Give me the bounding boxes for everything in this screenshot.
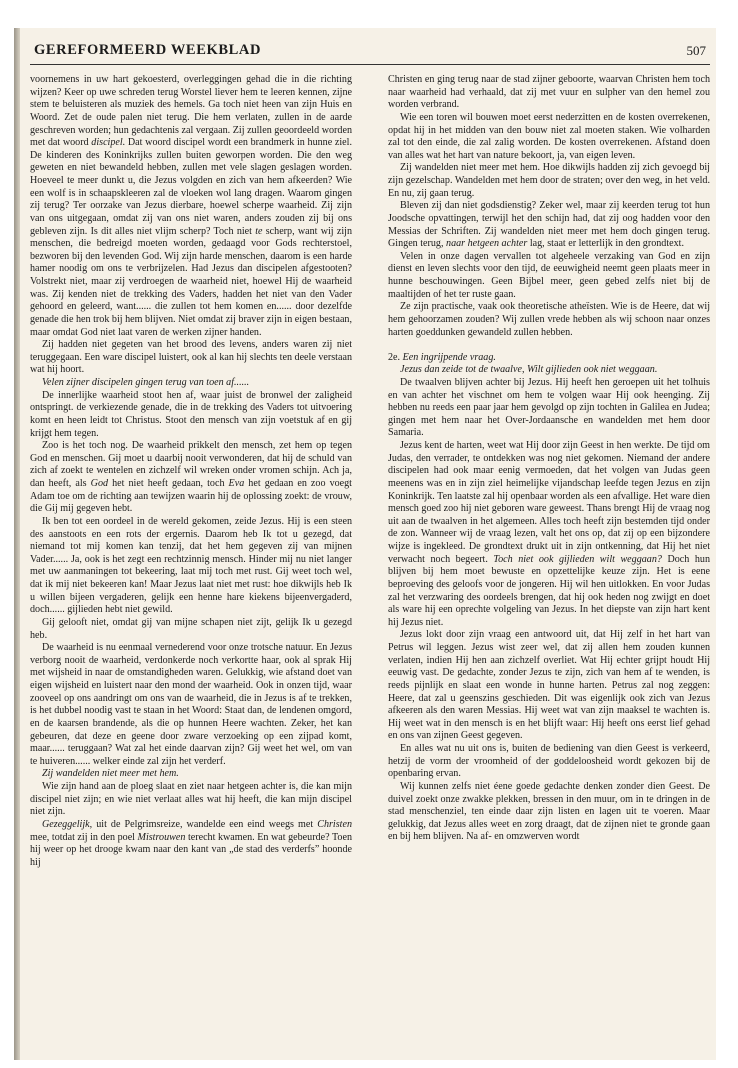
paragraph: Jezus lokt door zijn vraag een antwoord uit, dat Hij zelf in het hart van Petrus wil leggen. Jezus wist zeer wel, dat zij allen hem zouden kunnen verlaten, indien Hij hen aan zichzelf overliet. Wat Hij echter grijpt houdt Hij eeuwig vast. De gedachte, zonder Jezus te zijn, zich van hem af te wenden, is reeds pijnlijk en slaat een wonde in hunne harten. Petrus zal nog zeggen: Heere, dat zal u geenszins geschieden. Dit was eigenlijk ook zich van Jezus afkeeren als den waren Messias. Hij weet wat van zijn maaksel te wachten is. Hij weet wat in den mensch is en het blijft waar: Hij heeft ons eerst lief gehad en ons van zijnen Geest gegeven. [388, 629, 710, 742]
paragraph: Christen en ging terug naar de stad zijner geboorte, waarvan Christen hem toch naar waarheid had verhaald, dat zij met vuur en sulpher van den hemel zou worden verbrand. [388, 74, 710, 111]
paragraph: voornemens in uw hart gekoesterd, overleggingen gehad die in die richting wijzen? Keer op uwe schreden terug Worstel liever hem te leeren kennen, zijne stem te beluisteren als muziek des hemels. Ga toch niet heen van zijn Huis en Woord. Zet de oude palen niet terug. Die hem verlaten, zullen in de aarde geschreven worden; hun gedachtenis zal vergaan. Zij zullen geoordeeld worden met dat woord discipel. Dat woord discipel wordt een brandmerk in hunne ziel. De kinderen des Koninkrijks zullen buiten geworpen worden. Die den weg geweten en niet bewandeld hebben, zullen met vele slagen geslagen worden. Hoeveel te meer dunkt u, die Jezus volgden en zich van hem afkeerden? Wie een wolf is in schaapskleeren zal de vloeken wol lang dragen. Waarom gingen zij terug? Ter oorzake van Jezus dierbare, hoewel scherpe waarheid. Zij zijn van ons uitgegaan, omdat zij van ons niet waren, anders zouden zij bij ons gebleven zijn. Is dit alles niet vlijm scherp? Toch niet te scherp, want wij zijn menschen, die bedreigd moeten worden, gedaagd voor Gods rechterstoel, bezworen bij den levenden God. Wij zijn harde menschen, daarom is een harde hamer noodig om ons te verbrijzelen. Had Jezus dan discipelen afgestooten? Volstrekt niet, maar zij verdroegen de waarheid niet, hoewel Hij de waarheid was. Zij kenden niet de trekking des Vaders, hadden het niet van den Vader gehoord en geleerd, want...... die zullen tot hem komen en...... door dezelfde genade die hen trok bij hem blijven. Niet omdat zij braver zijn in eigen bestaan, maar omdat God niet laat varen de werken zijner handen. [30, 74, 352, 338]
paragraph: Zij hadden niet gegeten van het brood des levens, anders waren zij niet teruggegaan. Een ware discipel luistert, ook al kan hij slechts ten deele verstaan wat hij hoort. [30, 339, 352, 376]
paragraph: Zij wandelden niet meer met hem. Hoe dikwijls hadden zij zich gevoegd bij zijn gezelschap. Wandelden met hem door de straten; over den weg, in het veld. En nu, zij gaan terug. [388, 162, 710, 199]
paragraph-italic: Velen zijner discipelen gingen terug van toen af...... [42, 377, 250, 388]
paragraph: Wij kunnen zelfs niet éene goede gedachte denken zonder dien Geest. De duivel zoekt onze zwakke plekken, bressen in den muur, om in te dringen in de stad menschenziel, ten einde daar zijn listen en lagen uit te voeren. Maar gelukkig, dat Jezus alles weet en zorg draagt, dat de zijnen niet te gronde gaan en bij hem blijven. Na af- en omzwerven wordt [388, 780, 710, 843]
paragraph: Gij gelooft niet, omdat gij van mijne schapen niet zijt, gelijk Ik u gezegd heb. [30, 616, 352, 641]
section-heading: 2e. Een ingrijpende vraag. [388, 351, 496, 363]
paragraph: De twaalven blijven achter bij Jezus. Hij heeft hen geroepen uit het tolhuis en van achter het vischnet om hem te volgen waar Hij ook heenging. Zij hebben nu reeds een paar jaar hem gevolgd op zijn tochten in Galilea en Judea; gingen met hem naar het Over-Jordaansche en wandelden met hem door Samaria. [388, 376, 710, 439]
scripture-quote: Jezus dan zeide tot de twaalve, Wilt gijlieden ook niet weggaan. [400, 364, 658, 376]
paragraph: Ik ben tot een oordeel in de wereld gekomen, zeide Jezus. Hij is een steen des aanstoots en een rots der ergernis. Daarom heb Ik tot u gezegd, dat niemand tot mij komen kan tenzij, dat het hem gegeven zij van mijnen Vader...... Ja, ook is het zegt een rechtzinnig mensch. Hinder mij nu niet langer met uw aanmaningen tot bekeering, laat mij toch met rust. Gij weet toch wel, dat ik mij niet bekeeren kan! Maar Jezus laat niet met rust: hoe dikwijls heb Ik u willen bijeen vergaderen, gelijk een henne hare kiekens bijeenvergaderd, doch...... gijlieden hebt niet gewild. [30, 515, 352, 616]
paragraph: Velen in onze dagen vervallen tot algeheele verzaking van God en zijn dienst en leven slechts voor den tijd, de eeuwigheid neemt geen plaats meer in hunne beschouwingen. Geen Bijbel meer, geen gebed zelfs niet bij de maaltijden of het ter ruste gaan. [388, 250, 710, 300]
paragraph: Zoo is het toch nog. De waarheid prikkelt den mensch, zet hem op tegen God en menschen. Gij moet u daarbij nooit verwonderen, dat hij de schuld van zich af zoekt te wentelen en zichzelf wil wreken onder vromen schijn. Ach ja, dan heeft, als God het niet heeft gedaan, toch Eva het gedaan en zoo voegt Adam toe om de richting aan tewijzen waarin hij de oplossing zoekt: de vrouw, die Gij mij gegeven hebt. [30, 440, 352, 515]
paragraph: En alles wat nu uit ons is, buiten de bediening van dien Geest is verkeerd, hetzij de vorm der vroomheid of der goddeloosheid wordt gekozen bij de openbaring ervan. [388, 743, 710, 780]
paragraph: Wie zijn hand aan de ploeg slaat en ziet naar hetgeen achter is, die kan mijn discipel niet zijn; en wie niet verlaat alles wat hij heeft, die kan mijn discipel niet zijn. [30, 781, 352, 818]
paragraph: Bleven zij dan niet godsdienstig? Zeker wel, maar zij keerden terug tot hun Joodsche opvattingen, terwijl het den schijn had, dat zij oog hadden voor den Messias der Schriften. Zij wandelden niet meer met hem doch gingen terug. Gingen terug, naar hetgeen achter lag, staat er letterlijk in den grondtext. [388, 200, 710, 250]
right-column [388, 74, 710, 1054]
paragraph: Ze zijn practische, vaak ook theoretische atheïsten. Wie is de Heere, dat wij hem gehoorzamen zouden? Wij zullen vrede hebben als wij schoon naar onzes harten goeddunken gewandeld zullen hebben. [388, 301, 710, 338]
paragraph-italic: Zij wandelden niet meer met hem. [42, 768, 179, 780]
binding-edge [14, 28, 20, 1060]
left-column [30, 74, 352, 1054]
paragraph: De waarheid is nu eenmaal vernederend voor onze trotsche natuur. En Jezus verborg nooit de waarheid, verdonkerde noch verkortte haar, ook al sprak Hij met wijsheid in naar de omstandigheden waren. Gelukkig, wie afstand doet van eigen wijsheid en luistert naar den mond der waarheid. Ook in onzen tijd, waar zooveel op ons aandringt om ons van de waarheid, die in Jezus is af te trekken, is het dubbel noodig vast te staan in het Woord: Staat dan, de lendenen omgord, en de kaarsen brandende, als die op hunnen Heere wachten. Zeker, het kan gebeuren, dat deze en geene door zware verzoeking op een zijpad komt, maar...... teruggaan? Wat zal het einde daarvan zijn? Gij weet het wel, om van te huiveren...... welker einde zal zijn het verderf. [30, 642, 352, 767]
paragraph: Wie een toren wil bouwen moet eerst nederzitten en de kosten overrekenen, opdat hij in het midden van den bouw niet zal moeten staken. Wie volharden zal tot den einde, die zal zalig worden. De kosten overrekenen. Afstand doen van alles wat het hart van nature bekoort, ja, van eigen leven. [388, 111, 710, 161]
publication-title: GEREFORMEERD WEEKBLAD [34, 42, 262, 58]
paragraph: Gezeggelijk, uit de Pelgrimsreize, wandelde een eind weegs met Christen mee, totdat zij in den poel Mistrouwen terecht kwamen. En wat gebeurde? Toen hij weer op het drooge kwam naar den kant van „de stad des verderfs” hoonde hij [30, 818, 352, 868]
paragraph: Jezus kent de harten, weet wat Hij door zijn Geest in hen werkte. De tijd om Judas, den verrader, te ontdekken was nog niet gekomen. Niemand der andere discipelen had ook maar eenig vermoeden, dat het volgen van Judas geen meenens was en in zijn ziel heimelijke vijandschap leefde tegen Jezus en zijn Koninkrijk. Ten laatste zal hij openbaar worden als een afvallige. Het ware dien mensch goed zoo hij niet geboren ware geweest. Thans brengt Hij de vraag nog uit aan de twaalven in het algemeen. Alles toch heeft zijn bestemden tijd onder de zon. Wanneer wij de vraag lezen, valt het ons op, dat zij op een bijzondere wijze is ingekleed. De grondtext drukt uit in zijn ontkenning, dat Hij het niet verwacht noch begeert. Toch niet ook gijlieden wilt weggaan? Doch hun blijven bij hem moet bewuste en opzettelijke keuze zijn. Het is eene beproeving des geloofs voor de jongeren. Hij wil hen uitlokken. En voor Judas zal het verzwaring des oordeels brengen, dat hij ook heden nog zwijgt en doet als ware hij een oprechte volgeling van Jezus. In het diepste van zijn hart kent hij Jezus niet. [388, 440, 710, 628]
paragraph: De innerlijke waarheid stoot hen af, waar juist de bronwel der zaligheid ontspringt. de verkiezende genade, die in de trekking des Vaders tot uitvoering komt en heen leidt tot Christus. Stoot den mensch van zijn voetstuk af en gij krijgt hem tegen. [30, 389, 352, 439]
page-number: 507 [686, 43, 706, 58]
page-header [30, 42, 710, 65]
